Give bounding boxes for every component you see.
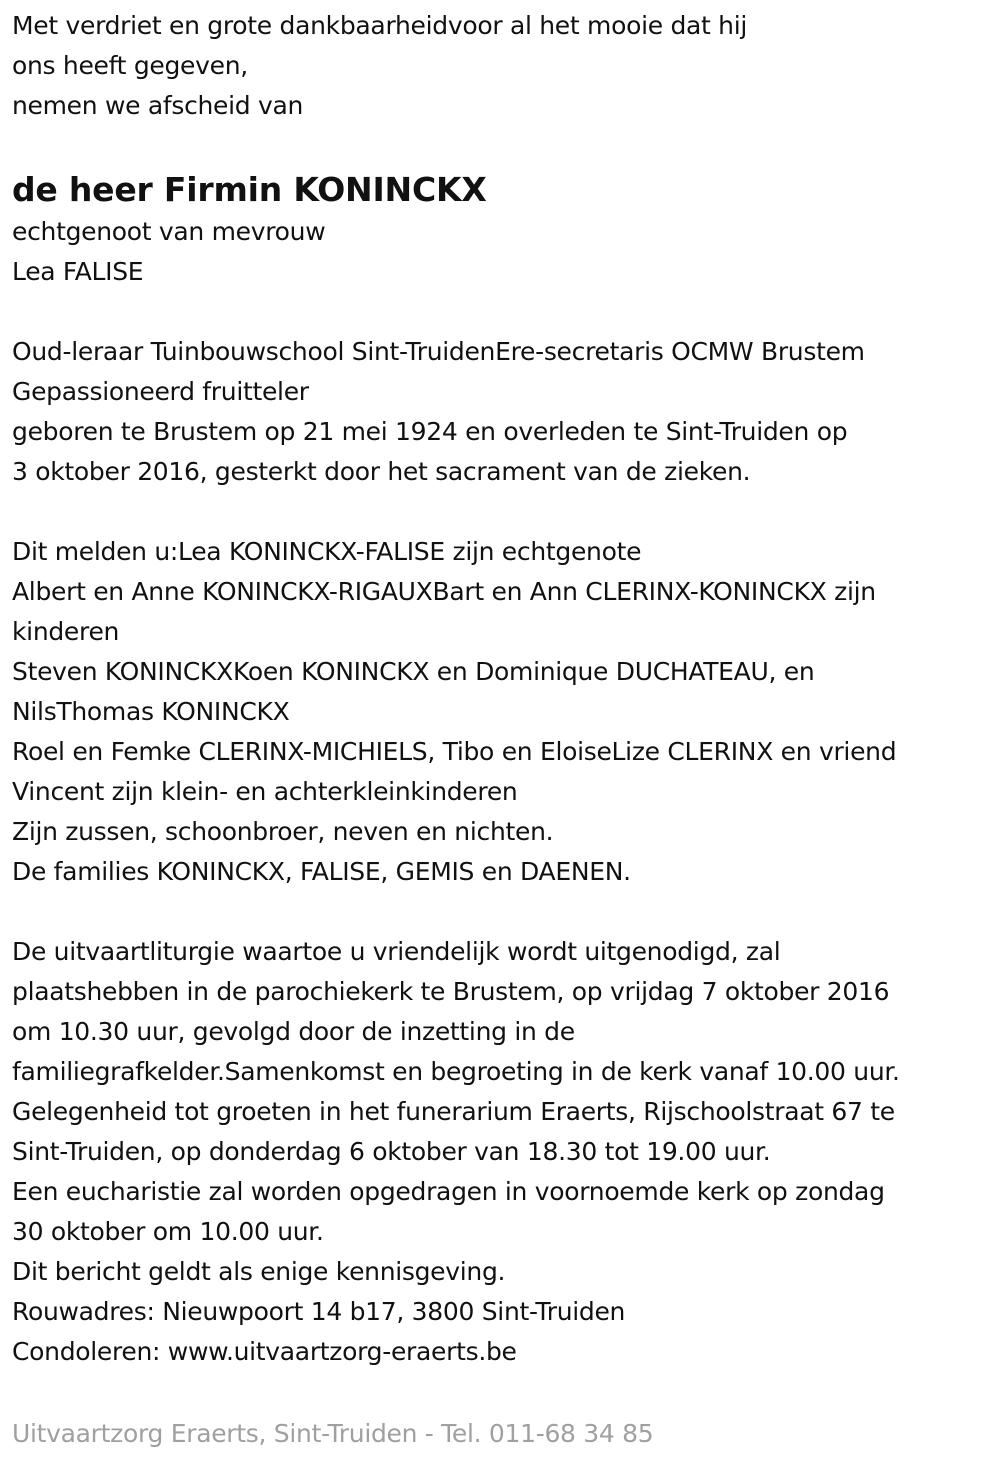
funeral-line: Een eucharistie zal worden opgedragen in voornoemde kerk op zondag [12,1177,885,1206]
intro-line: ons heeft gegeven, [12,51,248,80]
relation-line: echtgenoot van mevrouw [12,217,326,246]
relation-section [12,212,988,292]
biography-line: geboren te Brustem op 21 mei 1924 en overleden te Sint-Truiden op [12,417,848,446]
biography-section [12,332,988,492]
family-line: Zijn zussen, schoonbroer, neven en nichten. [12,817,554,846]
spacer [12,292,988,332]
family-line: Steven KONINCKXKoen KONINCKX en Dominique DUCHATEAU, en [12,657,815,686]
funeral-line: om 10.30 uur, gevolgd door de inzetting in de [12,1017,575,1046]
spacer [12,892,988,932]
spacer [12,126,988,168]
family-line: Roel en Femke CLERINX-MICHIELS, Tibo en EloiseLize CLERINX en vriend [12,737,897,766]
family-line: Albert en Anne KONINCKX-RIGAUXBart en Ann CLERINX-KONINCKX zijn [12,577,876,606]
biography-line: 3 oktober 2016, gesterkt door het sacrament van de zieken. [12,457,751,486]
funeral-section [12,932,988,1372]
funeral-line: familiegrafkelder.Samenkomst en begroeting in de kerk vanaf 10.00 uur. [12,1057,900,1086]
family-section [12,532,988,892]
funeral-line: Gelegenheid tot groeten in het funerarium Eraerts, Rijschoolstraat 67 te [12,1097,895,1126]
funeral-line: De uitvaartliturgie waartoe u vriendelijk wordt uitgenodigd, zal [12,937,781,966]
mourning-address: Rouwadres: Nieuwpoort 14 b17, 3800 Sint-Truiden [12,1297,626,1326]
biography-line: Gepassioneerd fruitteler [12,377,309,406]
family-line: NilsThomas KONINCKX [12,697,290,726]
relation-line: Lea FALISE [12,257,144,286]
intro-line: nemen we afscheid van [12,91,304,120]
funeral-home-footer: Uitvaartzorg Eraerts, Sint-Truiden - Tel. 011-68 34 85 [12,1419,654,1448]
condolence-line: Condoleren: www.uitvaartzorg-eraerts.be [12,1337,517,1366]
family-line: kinderen [12,617,120,646]
family-line: Vincent zijn klein- en achterkleinkinderen [12,777,518,806]
intro-section [12,6,988,126]
funeral-line: 30 oktober om 10.00 uur. [12,1217,324,1246]
intro-line: Met verdriet en grote dankbaarheidvoor al het mooie dat hij [12,11,748,40]
family-line: Dit melden u:Lea KONINCKX-FALISE zijn echtgenote [12,537,642,566]
biography-line: Oud-leraar Tuinbouwschool Sint-TruidenEre-secretaris OCMW Brustem [12,337,865,366]
funeral-line: Sint-Truiden, op donderdag 6 oktober van 18.30 tot 19.00 uur. [12,1137,771,1166]
funeral-line: plaatshebben in de parochiekerk te Brustem, op vrijdag 7 oktober 2016 [12,977,890,1006]
spacer [12,492,988,532]
family-line: De families KONINCKX, FALISE, GEMIS en DAENEN. [12,857,631,886]
funeral-line: Dit bericht geldt als enige kennisgeving. [12,1257,506,1286]
deceased-name: de heer Firmin KONINCKX [12,170,487,209]
